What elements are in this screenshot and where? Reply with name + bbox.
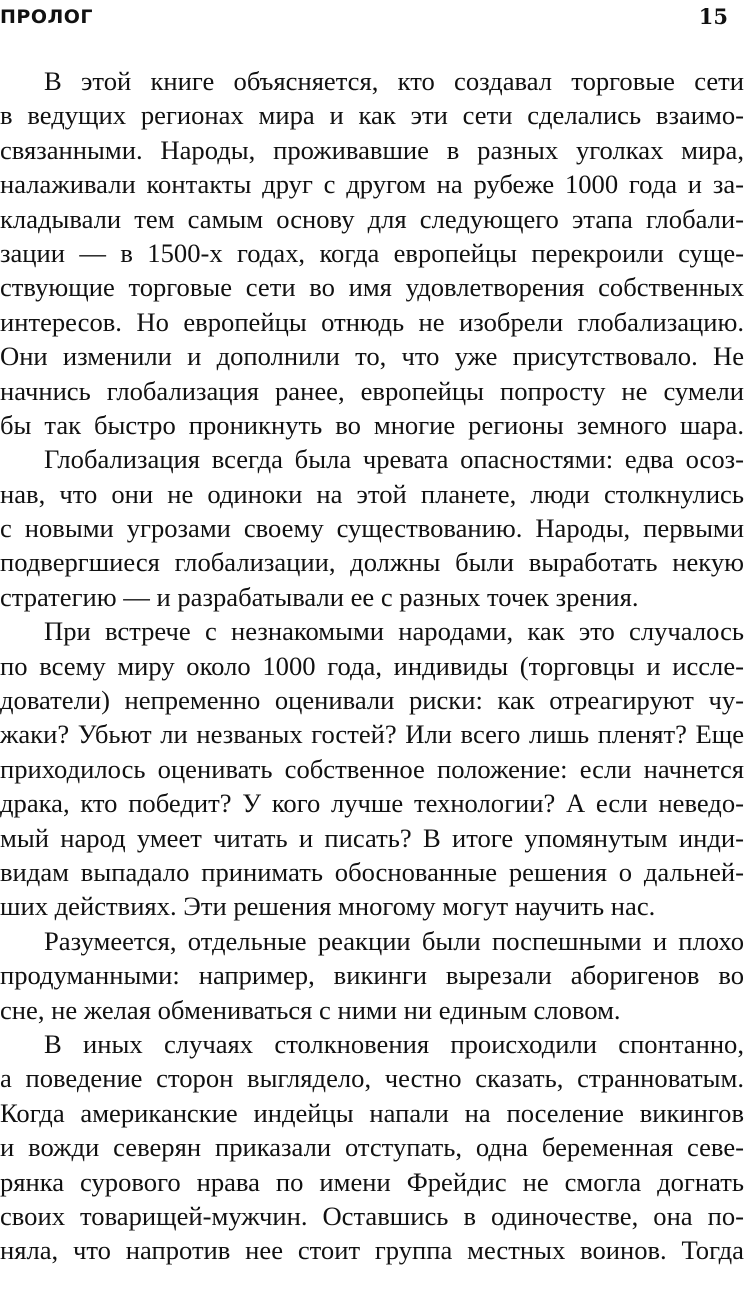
text-line: стратегию — и разрабатывали ее с разных точек зрения. [0,581,639,612]
text-line: своих товарищей-мужчин. Оставшись в одиночестве, она по- [0,1200,744,1231]
text-line: рянка сурового нрава по имени Фрейдис не смогла догнать [0,1166,744,1197]
paragraph-2 [0,442,744,614]
text-line: Они изменили и дополнили то, что уже присутствовало. Не [0,341,744,372]
page-header [0,4,744,32]
text-line: интересов. Но европейцы отнюдь не изобрели глобализацию. [0,306,744,337]
text-line: налаживали контакты друг с другом на рубеже 1000 года и за- [0,169,744,200]
text-line: приходилось оценивать собственное положение: если начнется [0,753,744,784]
text-line: подвергшиеся глобализации, должны были выработать некую [0,547,744,578]
text-line: в ведущих регионах мира и как эти сети сделались взаимо- [0,100,744,131]
text-line: бы так быстро проникнуть во многие регионы земного шара. [0,409,744,440]
text-line: дователи) непременно оценивали риски: как отреагируют чу- [0,685,744,716]
text-line: продуманными: например, викинги вырезали аборигенов во [0,960,744,991]
page-number: 15 [698,4,728,29]
paragraph-1 [0,64,744,442]
text-line: ствующие торговые сети во имя удовлетворения собственных [0,272,744,303]
text-line: с новыми угрозами своему существованию. Народы, первыми [0,513,744,544]
text-line: При встрече с незнакомыми народами, как это случалось [44,616,744,647]
paragraph-5 [0,1027,744,1268]
body-text [0,64,744,1268]
paragraph-3 [0,614,744,924]
text-line: зации — в 1500-х годах, когда европейцы перекроили суще- [0,237,744,268]
text-line: ших действиях. Эти решения многому могут научить нас. [0,891,656,922]
text-line: нав, что они не одиноки на этой планете, люди столкнулись [0,478,744,509]
text-line: кладывали тем самым основу для следующего этапа глобали- [0,203,744,234]
text-line: сне, не желая обмениваться с ними ни единым словом. [0,994,621,1025]
text-line: В этой книге объясняется, кто создавал торговые сети [44,66,744,96]
text-line: а поведение сторон выглядело, честно сказать, странноватым. [0,1063,744,1094]
text-line: начнись глобализация ранее, европейцы попросту не сумели [0,375,744,406]
paragraph-4 [0,924,744,1027]
text-line: няла, что напротив нее стоит группа местных воинов. Тогда [0,1235,744,1266]
text-line: жаки? Убьют ли незваных гостей? Или всего лишь пленят? Еще [0,719,744,750]
text-line: Глобализация всегда была чревата опасностями: едва осоз- [44,444,744,475]
text-line: видам выпадало принимать обоснованные решения о дальней- [0,856,744,887]
text-line: мый народ умеет читать и писать? В итоге упомянутым инди- [0,822,744,853]
text-line: и вожди северян приказали отступать, одна беременная севе- [0,1132,744,1163]
running-head: ПРОЛОГ [0,6,94,28]
text-line: драка, кто победит? У кого лучше технологии? А если неведо- [0,788,744,819]
text-line: по всему миру около 1000 года, индивиды (торговцы и иссле- [0,650,744,681]
text-line: Когда американские индейцы напали на поселение викингов [0,1097,744,1128]
text-line: связанными. Народы, проживавшие в разных уголках мира, [0,134,744,165]
text-line: В иных случаях столкновения происходили спонтанно, [44,1028,744,1059]
text-line: Разумеется, отдельные реакции были поспешными и плохо [44,925,744,956]
